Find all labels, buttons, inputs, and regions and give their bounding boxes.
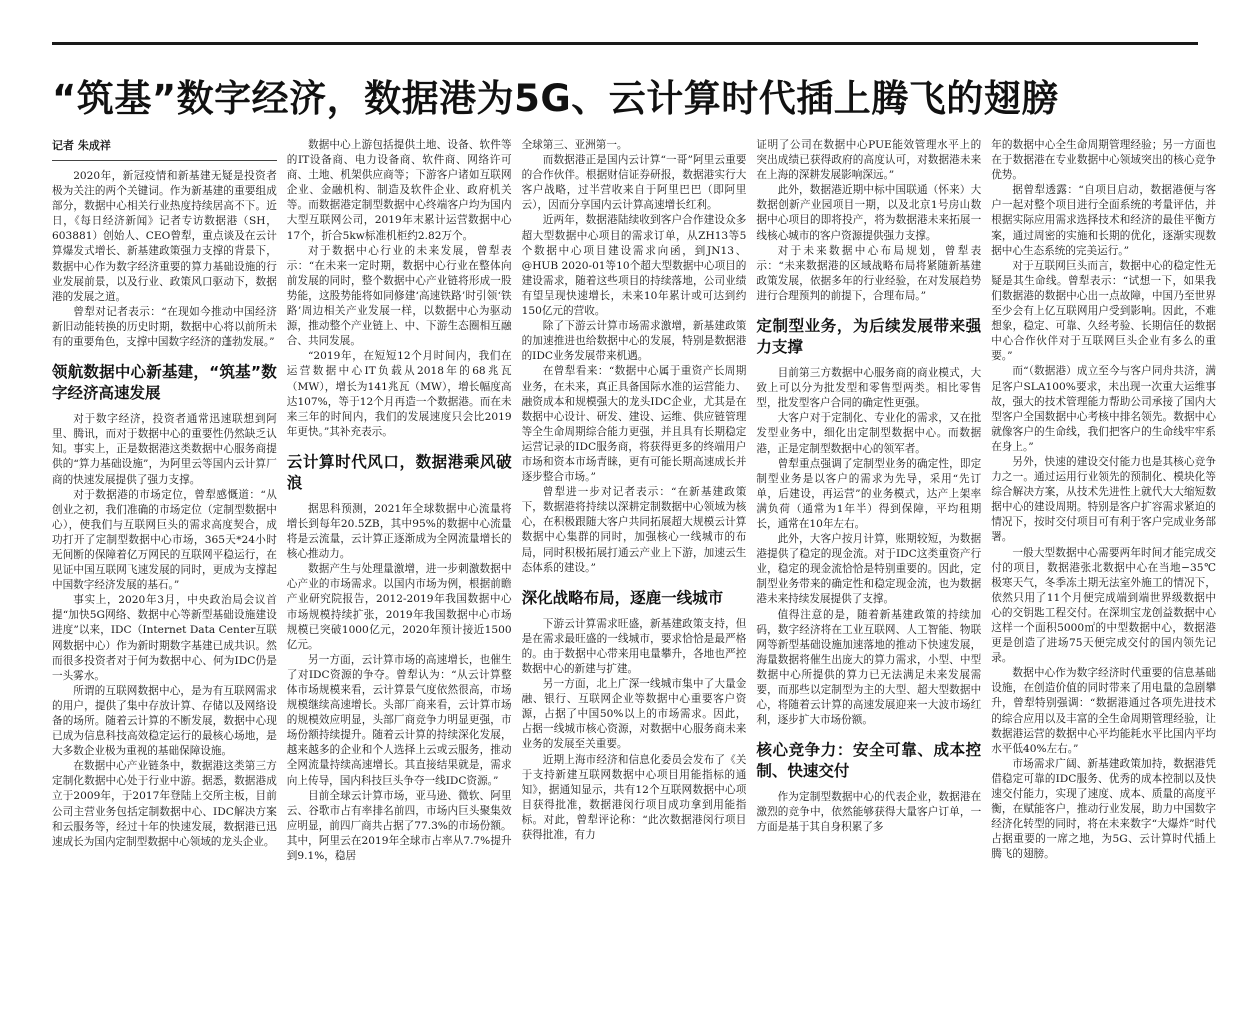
paragraph: 对于数字经济，投资者通常迅速联想到阿里、腾讯，而对于数据中心的重要性仍然缺乏认知。事实上，正是数据港这类数据中心服务商提供的“算力基础设施”，为阿里云等国内云计算厂商的快速发展提供了强力支撑。 bbox=[52, 413, 277, 486]
paragraph: 在数据中心产业链条中，数据港这类第三方定制化数据中心处于行业中游。据悉，数据港成立于2009年，于2017年登陆上交所主板，目前公司主营业务包括定制数据中心、IDC解决方案和云服务等，经过十年的快速发展，数据港已迅速成长为国内定制型数据中心领域的龙头企业。 bbox=[52, 760, 277, 848]
paragraph: 近两年，数据港陆续收到客户合作建设众多超大型数据中心项目的需求订单，从ZH13等5个数据中心项目建设需求向函，到JN13、@HUB 2020-01等10个超大型数据中心项目的建设需求，随着这些项目的持续落地，公司业绩有望呈现快速增长，未来10年累计或可达到约150亿元的营收。 bbox=[521, 214, 747, 318]
paragraph: 2020年，新冠疫情和新基建无疑是投资者极为关注的两个关键词。作为新基建的重要组成部分，数据中心相关行业热度持续居高不下。近日，《每日经济新闻》记者专访数据港（SH，603881）创始人、CEO曾犁，重点谈及在云计算爆发式增长、新基建政策强力支撑的背景下，数据中心作为数字经济重要的算力基础设施的行业发展前景，以及行业、政策风口驱动下，数据港的发展之道。 bbox=[52, 170, 277, 303]
paragraph: 而数据港正是国内云计算“一哥”阿里云重要的合作伙伴。根据财信证券研报，数据港实行大客户战略，过半营收来自于阿里巴巴（即阿里云），因而分享国内云计算高速增长红利。 bbox=[521, 154, 747, 212]
paragraph: 据思科预测，2021年全球数据中心流量将增长到每年20.5ZB，其中95%的数据中心流量将是云流量，云计算正逐渐成为全网流量增长的核心推动力。 bbox=[286, 502, 512, 561]
paragraph: 对于互联网巨头而言，数据中心的稳定性无疑是其生命线。曾犁表示：“试想一下，如果我们数据港的数据中心出一点故障，中国乃至世界至少会有上亿互联网用户受到影响。因此，不难想象，稳定、可靠、久经考验、长期信任的数据中心合作伙伴对于互联网巨头企业有多么的重要。” bbox=[991, 259, 1216, 363]
paragraph: 数据产生与处理量激增，进一步刺激数据中心产业的市场需求。以国内市场为例，根据前瞻产业研究院报告，2012-2019年我国数据中心市场规模持续扩张，2019年我国数据中心市场规模已突破1000亿元，2020年预计接近1500亿元。 bbox=[286, 563, 512, 651]
paragraph: 证明了公司在数据中心PUE能效管理水平上的突出成绩已获得政府的高度认可，对数据港未来在上海的深耕发展影响深远。” bbox=[756, 139, 982, 182]
paragraph: 曾犁重点强调了定制型业务的确定性，即定制型业务是以客户的需求为先导，采用“先订单，后建设，再运营”的业务模式，达产上架率满负荷（通常为1年半）得到保障，平均租期长，通常在10年左右。 bbox=[756, 457, 982, 530]
paragraph: 对于数据港的市场定位，曾犁感慨道：“从创业之初，我们准确的市场定位（定制型数据中心），使我们与互联网巨头的需求高度契合，成功打开了定制型数据中心市场，365天*24小时无间断的保障着亿万网民的互联网平稳运行，在见证中国互联网飞速发展的同时，更成为支撑起中国数字经济发展的基石。” bbox=[52, 488, 277, 592]
paragraph: 另一方面，云计算市场的高速增长，也催生了对IDC资源的争夺。曾犁认为：“从云计算整体市场规模来看，云计算景气度依然很高，市场规模继续高速增长。头部厂商来看，云计算市场的规模效应明显，头部厂商竞争力明显更强，市场份额持续提升。随着云计算的持续深化发展，越来越多的企业和个人选择上云或云服务，推动全网流量持续高速增长。其直接结果就是，需求向上传导，国内科技巨头争夺一线IDC资源。” bbox=[286, 653, 512, 787]
paragraph: 对于未来数据中心布局规划，曾犁表示：“未来数据港的区域战略布局将紧随新基建政策发展，依据多年的行业经验，在对发展趋势进行合理预判的前提下，合理布局。” bbox=[756, 244, 982, 302]
top-rule bbox=[52, 42, 1198, 45]
subheading: 定制型业务，为后续发展带来强力支撑 bbox=[756, 317, 982, 357]
paragraph: 全球第三、亚洲第一。 bbox=[521, 139, 628, 151]
paragraph: 另一方面，北上广深一线城市集中了大量金融、银行、互联网企业等数据中心重要客户资源，占据了中国50%以上的市场需求。因此，占据一线城市核心资源，对数据中心服务商未来业务的发展至关重要。 bbox=[521, 678, 747, 751]
paragraph: 所谓的互联网数据中心，是为有互联网需求的用户，提供了集中存放计算、存储以及网络设备的场所。随着云计算的不断发展，数据中心现已成为信息科技高效稳定运行的最核心场地，是大多数企业极为重视的基础保障设施。 bbox=[52, 684, 277, 758]
paragraph: 此外，大客户按月计算，账期较短，为数据港提供了稳定的现金流。对于IDC这类重资产行业，稳定的现金流恰恰是特别重要的。因此，定制型业务带来的确定性和稳定现金流，也为数据港未来持续发展提供了支撑。 bbox=[756, 533, 982, 606]
paragraph: 对于数据中心行业的未来发展，曾犁表示：“在未来一定时期，数据中心行业在整体向前发展的同时，整个数据中心产业链将形成一股势能，这股势能将如同修建‘高速铁路’时引领‘铁路’周边相关产业发展一样，以数据中心为驱动源，推动整个产业链上、中、下游生态圈相互融合、共同发展。 bbox=[286, 244, 512, 348]
paragraph: 市场需求广阔、新基建政策加持，数据港凭借稳定可靠的IDC服务、优秀的成本控制以及快速交付能力，实现了速度、成本、质量的高度平衡，在赋能客户，推动行业发展，助力中国数字经济化转型的同时，将在未来数字“大爆炸”时代占据重要的一席之地，为5G、云计算时代插上腾飞的翅膀。 bbox=[991, 757, 1216, 861]
paragraph: 数据中心上游包括提供土地、设备、软件等的IT设备商、电力设备商、软件商、网络许可商、土地、机架供应商等；下游客户诸如互联网企业、金融机构、制造及软件企业、政府机关等。而数据港定制型数据中心终端客户均为国内大型互联网公司，2019年末累计运营数据中心17个，折合5kw标准机柜约2.82万个。 bbox=[286, 139, 512, 242]
subheading: 领航数据中心新基建，“筑基”数字经济高速发展 bbox=[52, 363, 277, 403]
paragraph: 目前全球云计算市场，亚马逊、微软、阿里云、谷歌市占有率排名前四，市场内巨头聚集效应明显，前四厂商共占据了77.3%的市场份额。其中，阿里云在2019年全球市占率从7.7%提升到9.1%，稳居 bbox=[286, 789, 512, 863]
paragraph: 年的数据中心全生命周期管理经验；另一方面也在于数据港在专业数据中心领域突出的核心竞争优势。 bbox=[991, 139, 1216, 182]
byline: 记者 朱成祥 bbox=[52, 138, 277, 161]
column-2 bbox=[287, 138, 512, 1018]
subheading: 深化战略布局，逐鹿一线城市 bbox=[521, 588, 724, 607]
subheading: 云计算时代风口，数据港乘风破浪 bbox=[286, 452, 512, 492]
paragraph: 目前第三方数据中心服务商的商业模式，大致上可以分为批发型和零售型两类。相比零售型，批发型客户合同的确定性更强。 bbox=[756, 367, 982, 410]
paragraph: 大客户对于定制化、专业化的需求，又在批发型业务中，细化出定制型数据中心。而数据港，正是定制型数据中心的领军者。 bbox=[756, 412, 982, 455]
paragraph: 下游云计算需求旺盛，新基建政策支持，但是在需求最旺盛的一线城市，要求恰恰是最严格的。由于数据中心带来用电量攀升，各地也严控数据中心的新建与扩建。 bbox=[521, 617, 747, 675]
column-3 bbox=[522, 138, 747, 1018]
paragraph: 曾犁对记者表示：“在现如今推动中国经济新旧动能转换的历史时期，数据中心将以前所未有的重要角色，支撑中国数字经济的蓬勃发展。” bbox=[52, 305, 277, 349]
paragraph: 在曾犁看来：“数据中心属于重资产长周期业务，在未来，真正具备国际水准的运营能力、融资成本和规模强大的龙头IDC企业，尤其是在数据中心设计、研发、建设、运维、供应链管理等全生命周期综合能力更强，并且具有长期稳定运营记录的IDC服务商，将获得更多的终端用户市场和资本市场青睐，更有可能长期高速成长并逐步整合市场。” bbox=[521, 365, 747, 484]
paragraph: 另外，快速的建设交付能力也是其核心竞争力之一。通过运用行业领先的预制化、模块化等综合解决方案，从技术先进性上就代大大缩短数据中心的建设周期。特别是客户扩容需求紧迫的情况下，按时交付项目可有利于客户完成业务部署。 bbox=[991, 455, 1216, 544]
paragraph: 事实上，2020年3月，中央政治局会议首提“加快5G网络、数据中心等新型基础设施建设进度”以来，IDC（Internet Data Center互联网数据中心）作为新时期数字基建已成共识。然而很多投资者对于何为数据中心、何为IDC仍是一头雾水。 bbox=[52, 594, 277, 682]
page-title: “筑基”数字经济，数据港为5G、云计算时代插上腾飞的翅膀 bbox=[52, 77, 1059, 120]
column-4 bbox=[756, 138, 981, 1018]
paragraph: 作为定制型数据中心的代表企业，数据港在激烈的竞争中，依然能够获得大量客户订单，一方面是基于其自身积累了多 bbox=[756, 791, 982, 834]
paragraph: 值得注意的是，随着新基建政策的持续加码，数字经济将在工业互联网、人工智能、物联网等新型基础设施加速落地的推动下快速发展，海量数据将催生出庞大的算力需求，小型、中型数据中心所提供的算力已无法满足未来发展需要，而那些以定制型为主的大型、超大型数据中心，将随着云计算的高速发展迎来一大波市场红利，逐步扩大市场份额。 bbox=[756, 608, 982, 727]
paragraph: 一般大型数据中心需要两年时间才能完成交付的项目，数据港张北数据中心在当地−35℃极寒天气，冬季冻土期无法室外施工的情况下，依然只用了11个月便完成端到端世界级数据中心的交钥匙工程交付。在深圳宝龙创益数据中心这样一个面积5000㎡的中型数据中心，数据港更是创造了进场75天便完成交付的国内领先记录。 bbox=[991, 546, 1216, 665]
paragraph: “2019年，在短短12个月时间内，我们在运营数据中心IT负载从2018年的68兆瓦（MW），增长为141兆瓦（MW），增长幅度高达107%，等于12个月再造一个数据港。而在未来三年的时间内，我们的发展速度只会比2019年更快。”其补充表示。 bbox=[286, 350, 512, 438]
paragraph: 此外，数据港近期中标中国联通（怀来）大数据创新产业园项目一期，以及北京1号房山数据中心项目的即将投产，将为数据港未来拓展一线核心城市的客户资源提供强力支撑。 bbox=[756, 184, 982, 242]
paragraph: 而“（数据港）成立至今与客户同舟共济，满足客户SLA100%要求，未出现一次重大运维事故，强大的技术管理能力帮助公司承接了国内大型客户全国数据中心考核中排名领先。数据中心就像客户的生命线，我们把客户的生命线牢牢系在身上。” bbox=[991, 365, 1216, 453]
paragraph: 曾犁进一步对记者表示：“在新基建政策下，数据港将持续以深耕定制数据中心领域为核心，在积极跟随大客户共同拓展超大规模云计算数据中心集群的同时，加强核心一线城市的布局，同时积极拓展打通云产业上下游，加速云生态体系的建设。” bbox=[521, 486, 747, 574]
paragraph: 近期上海市经济和信息化委员会发布了《关于支持新建互联网数据中心项目用能指标的通知》，据通知显示，共有12个互联网数据中心项目获得批准，数据港闵行项目成功拿到用能指标。对此，曾犁评论称：“此次数据港闵行项目获得批准，有力 bbox=[521, 753, 747, 842]
subheading: 核心竞争力：安全可靠、成本控制、快速交付 bbox=[756, 741, 982, 781]
paragraph: 据曾犁透露：“自项目启动，数据港便与客户一起对整个项目进行全面系统的考量评估，并根据实际应用需求选择技术和经济的最佳平衡方案，通过周密的实施和长期的优化，逐渐实现数据中心生态系统的完美运行。” bbox=[991, 184, 1216, 257]
article-body bbox=[52, 138, 1216, 1018]
column-1 bbox=[52, 138, 277, 1018]
column-5 bbox=[991, 138, 1216, 1018]
paragraph: 数据中心作为数字经济时代重要的信息基础设施，在创造价值的同时带来了用电量的急剧攀升，曾犁特别强调：“数据港通过各项先进技术的综合应用以及丰富的全生命周期管理经验，让数据港运营的数据中心平均能耗水平比国内平均水平低40%左右。” bbox=[991, 667, 1216, 755]
paragraph: 除了下游云计算市场需求激增，新基建政策的加速推进也给数据中心的发展，特别是数据港的IDC业务发展带来机遇。 bbox=[521, 320, 747, 363]
